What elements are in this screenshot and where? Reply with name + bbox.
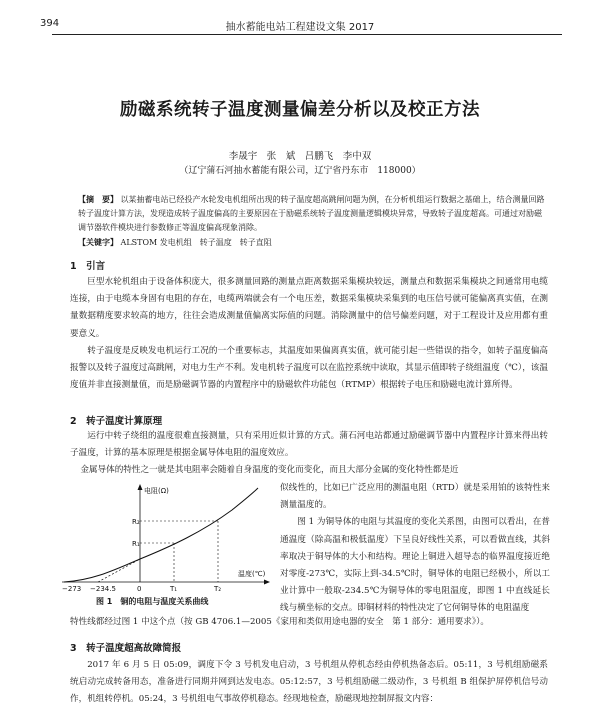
y-axis-arrow	[138, 484, 143, 490]
x-tick-minus-273: −273	[62, 585, 82, 592]
abstract-text: 以某抽蓄电站已经投产水轮发电机组所出现的转子温度超高跳闸问题为例，在分析机组运行数据之基础上，结合测量回路转子温度计算方法，发现造成转子温度偏高的主要原因在于励磁系统转子温度测量逻辑模块异常，导致转子温度超高。可通过对励磁调节器软件模块进行参数修正等温度偏高现象消除。	[78, 195, 545, 232]
y-axis-label: 电阻(Ω)	[144, 487, 169, 495]
section-2-right-column: 似线性的，比如已广泛应用的测温电阻（RTD）就是采用铂的该特性来测量温度的。 图 1 为铜导体的电阻与其温度的变化关系图，由图可以看出，在普通温度（除高温和极低温度）下呈良好线性关系，可以看做直线，其斜率取决于铜导体的大小和结构。理论上铜进入超导态的临界温度接近绝对零度-273℃，实际上到-34.5℃时，铜导体的电阻已经极小，所以工业计算中一般取-234.5℃为铜导体的零电阻温度，即图 1 中直线延长线与横坐标的交点。即铜材料的特性决定了它何铜导体的电阻温度	[280, 483, 550, 614]
keywords-text: ALSTOM 发电机组 转子温度 转子直阻	[120, 238, 272, 247]
abstract-label: 【摘 要】	[78, 194, 118, 204]
section-1-heading: 1 引言	[70, 261, 106, 272]
section-2-after-figure: 特性线都经过图 1 中这个点（按 GB 4706.1—2005《家用和类似用途电器的安全 第 1 部分：通用要求》）。	[70, 617, 490, 627]
linear-extrapolation-line	[98, 559, 140, 582]
section-3-heading: 3 转子温度超高故障简报	[70, 643, 182, 654]
abstract	[78, 192, 548, 235]
figure-1-resistance-temperature-chart	[62, 482, 272, 592]
x-axis-label: 温度(℃)	[238, 570, 266, 578]
section-2-heading: 2 转子温度计算原理	[70, 416, 163, 427]
section-1-para-2: 转子温度是反映发电机运行工况的一个重要标志，其温度如果偏离真实值，就可能引起一些错误的指令，如转子温度偏高报警以及转子温度过高跳闸，对电力生产不利。发电机转子温度可以在监控系统中读取，其显示值即转子绕组温度（℃），该温度值并非直接测量值，而是励磁调节器的内置程序中的励磁软件功能包（RTMP）根据转子电压和励磁电流计算所得。	[70, 346, 548, 391]
x-tick-t2: T₂	[214, 585, 222, 592]
keywords-label: 【关键字】	[78, 237, 118, 247]
section-1-para-1: 巨型水轮机组由于设备体积庞大，很多测量回路的测量点距离数据采集模块较远，测量点和数据采集模块之间通常用电缆连接，由于电缆本身固有电阻的存在，电缆两端就会有一个电压差，数据采集模块采集到的电压信号就可能偏离真实值，在测量数据精度要求较高的地方，往往会造成测量值偏离实际值的问题。消除测量中的信号偏差问题，对于工程设计及应用都有重要意义。	[70, 277, 548, 339]
x-tick-minus-234-5: −234.5	[90, 585, 116, 592]
section-3-para-1: 2017 年 6 月 5 日 05:09，调度下令 3 号机发电启动，3 号机组从停机态经由停机热备态后。05:11，3 号机组励磁系统启动完成转备用态，准备进行同期并网到达发电态。05:12:57，3 号机组励磁二级动作，3 号机组 B 组保护屏停机信号动作，机组转停机。05:24，3 号机组电气事故停机稳态。经现地检查，励磁现地控制屏报文内容：	[70, 660, 548, 705]
y-tick-r2: R₂	[132, 518, 140, 526]
x-tick-t1: T₁	[170, 585, 178, 592]
affiliation: （辽宁蒲石河抽水蓄能有限公司，辽宁省丹东市 118000）	[179, 166, 421, 176]
authors: 李晟宇 张 斌 吕鹏飞 李中双	[228, 151, 372, 162]
article-title: 励磁系统转子温度测量偏差分析以及校正方法	[120, 100, 480, 120]
running-title: 抽水蓄能电站工程建设文集 2017	[225, 22, 375, 33]
keywords	[78, 237, 548, 248]
section-2-para-2: 金属导体的特性之一就是其电阻率会随着自身温度的变化而变化，而且大部分金属的变化特性都是近	[80, 465, 459, 475]
y-tick-r1: R₁	[132, 540, 140, 548]
page-number: 394	[40, 18, 60, 29]
resistance-curve	[64, 488, 258, 582]
x-tick-zero: 0	[137, 585, 142, 592]
figure-1-caption: 图 1 铜的电阻与温度关系曲线	[96, 597, 209, 606]
x-axis-arrow	[264, 580, 270, 585]
section-2-para-1: 运行中转子绕组的温度很难直接测量，只有采用近似计算的方式。蒲石河电站都通过励磁调节器中内置程序计算来得出转子温度，计算的基本原理是根据金属导体电阻的温度效应。	[70, 431, 548, 459]
header-rule	[52, 34, 562, 35]
